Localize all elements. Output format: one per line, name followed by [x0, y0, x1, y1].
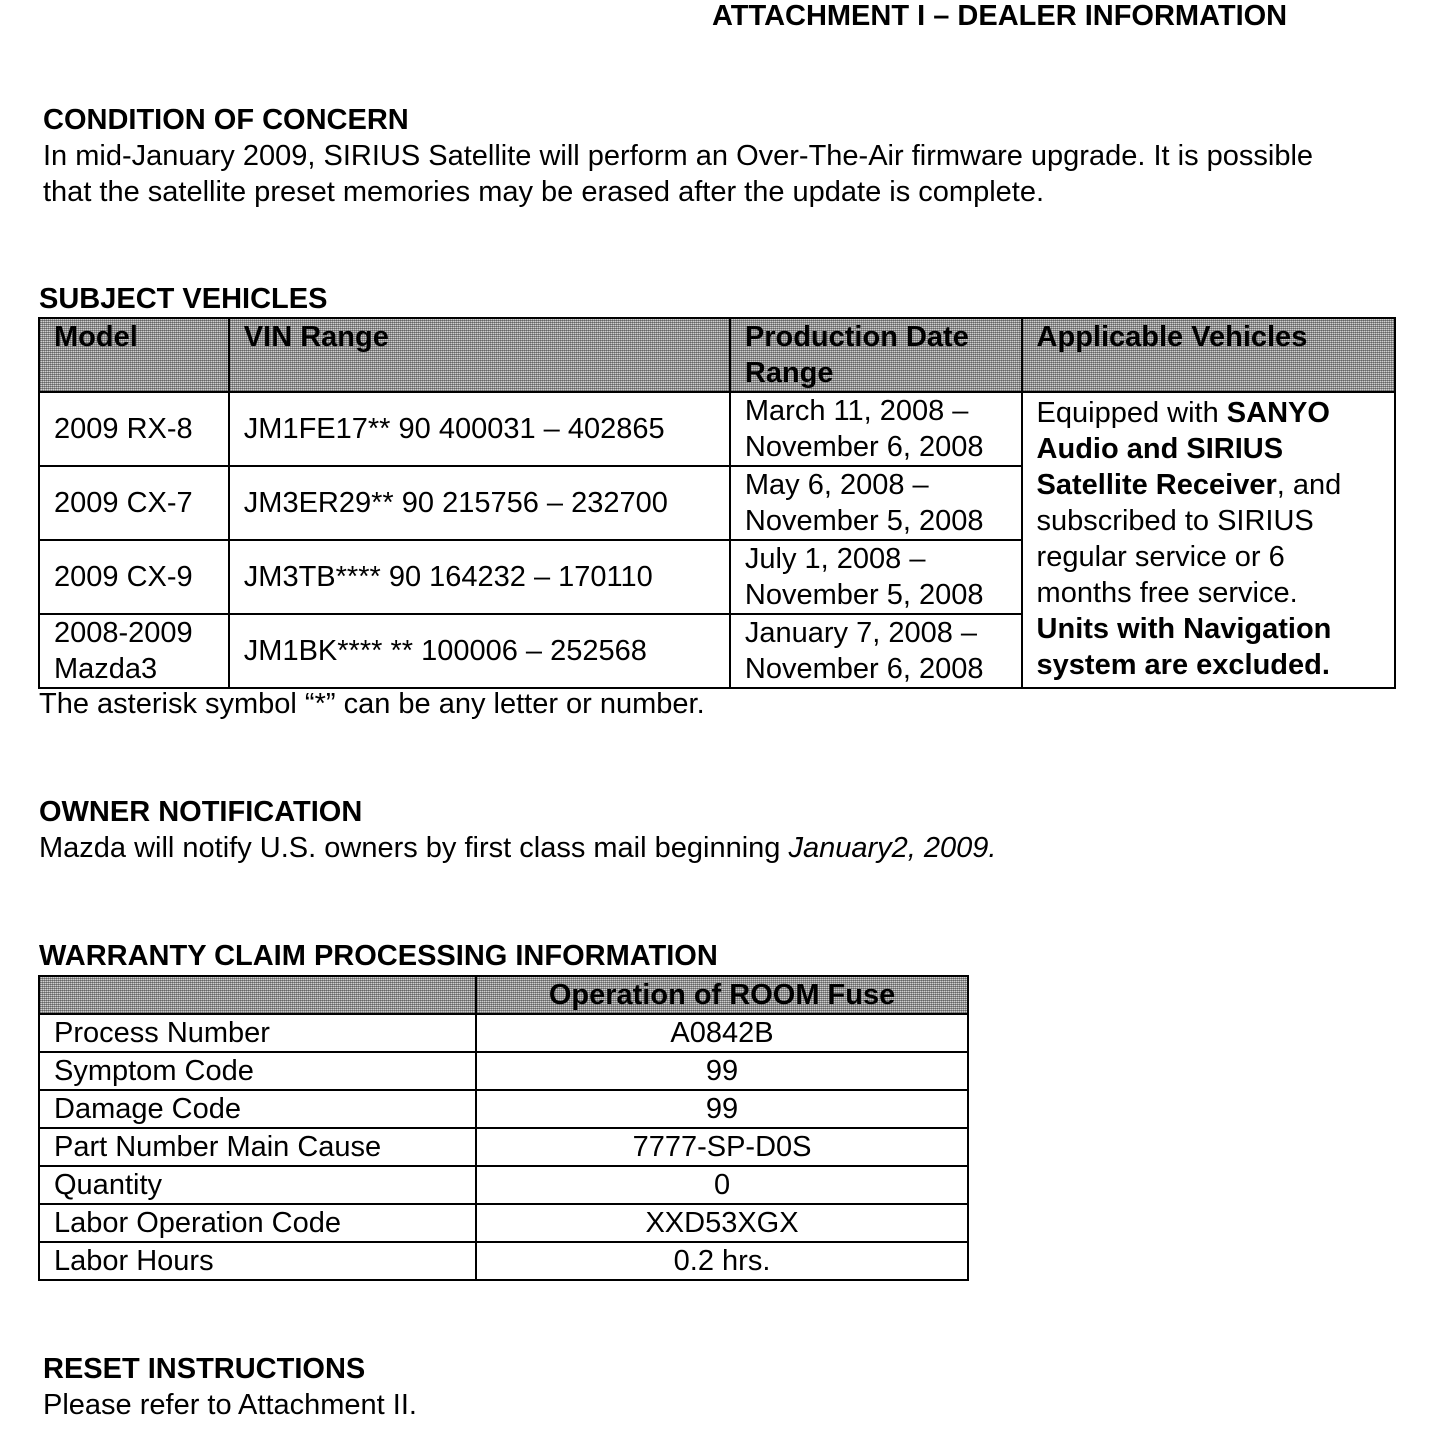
table-row: [39, 1128, 968, 1166]
warranty-table: [38, 975, 969, 1281]
condition-line-2: that the satellite preset memories may be erased after the update is complete.: [43, 176, 1045, 208]
cell-model: 2008-2009 Mazda3: [39, 614, 229, 688]
reset-text: Please refer to Attachment II.: [43, 1389, 417, 1421]
cell-date: March 11, 2008 – November 6, 2008: [730, 392, 1022, 466]
owner-notification-text: Mazda will notify U.S. owners by first class mail beginning January2, 2009.: [39, 832, 997, 864]
table-row: [39, 1014, 968, 1052]
condition-line-1: In mid-January 2009, SIRIUS Satellite will perform an Over-The-Air firmware upgrade. It is possible: [43, 140, 1314, 172]
cell-model: 2009 RX-8: [39, 392, 229, 466]
cell-vin: JM1BK**** ** 100006 – 252568: [229, 614, 730, 688]
reset-heading: RESET INSTRUCTIONS: [43, 1353, 366, 1385]
cell-date: July 1, 2008 – November 5, 2008: [730, 540, 1022, 614]
header-applicable-vehicles: Applicable Vehicles: [1022, 318, 1395, 392]
cell-value: 99: [476, 1090, 968, 1128]
warranty-heading: WARRANTY CLAIM PROCESSING INFORMATION: [39, 940, 718, 972]
cell-value: 7777-SP-D0S: [476, 1128, 968, 1166]
cell-date: January 7, 2008 – November 6, 2008: [730, 614, 1022, 688]
cell-model: 2009 CX-9: [39, 540, 229, 614]
cell-model: 2009 CX-7: [39, 466, 229, 540]
cell-value: A0842B: [476, 1014, 968, 1052]
header-vin-range: VIN Range: [229, 318, 730, 392]
table-row: [39, 1052, 968, 1090]
table-row: [39, 1166, 968, 1204]
cell-date: May 6, 2008 – November 5, 2008: [730, 466, 1022, 540]
cell-value: 99: [476, 1052, 968, 1090]
header-production-date: Production Date Range: [730, 318, 1022, 392]
cell-value: XXD53XGX: [476, 1204, 968, 1242]
cell-vin: JM3ER29** 90 215756 – 232700: [229, 466, 730, 540]
table-row: [39, 1090, 968, 1128]
cell-label: Process Number: [39, 1014, 476, 1052]
table-header-row: [39, 976, 968, 1014]
table-header-row: [39, 318, 1395, 392]
cell-vin: JM3TB**** 90 164232 – 170110: [229, 540, 730, 614]
page-title: ATTACHMENT I – DEALER INFORMATION: [712, 0, 1288, 32]
cell-value: 0.2 hrs.: [476, 1242, 968, 1280]
cell-applicable-vehicles: Equipped with SANYO Audio and SIRIUS Satellite Receiver, and subscribed to SIRIUS regular service or 6 months free service. Units with Navigation system are excluded.: [1022, 392, 1395, 688]
subject-vehicles-table: [38, 317, 1396, 689]
condition-heading: CONDITION OF CONCERN: [43, 104, 409, 136]
subject-vehicles-heading: SUBJECT VEHICLES: [39, 283, 328, 315]
header-model: Model: [39, 318, 229, 392]
cell-vin: JM1FE17** 90 400031 – 402865: [229, 392, 730, 466]
owner-notification-date: January2, 2009.: [788, 832, 997, 864]
cell-value: 0: [476, 1166, 968, 1204]
cell-label: Damage Code: [39, 1090, 476, 1128]
asterisk-note: The asterisk symbol “*” can be any letter or number.: [39, 688, 705, 720]
header-operation: Operation of ROOM Fuse: [476, 976, 968, 1014]
table-row: [39, 1242, 968, 1280]
table-row: [39, 1204, 968, 1242]
cell-label: Labor Hours: [39, 1242, 476, 1280]
cell-label: Quantity: [39, 1166, 476, 1204]
owner-notification-heading: OWNER NOTIFICATION: [39, 796, 363, 828]
cell-label: Labor Operation Code: [39, 1204, 476, 1242]
cell-label: Part Number Main Cause: [39, 1128, 476, 1166]
table-row: [39, 392, 1395, 466]
cell-label: Symptom Code: [39, 1052, 476, 1090]
header-blank: [39, 976, 476, 1014]
